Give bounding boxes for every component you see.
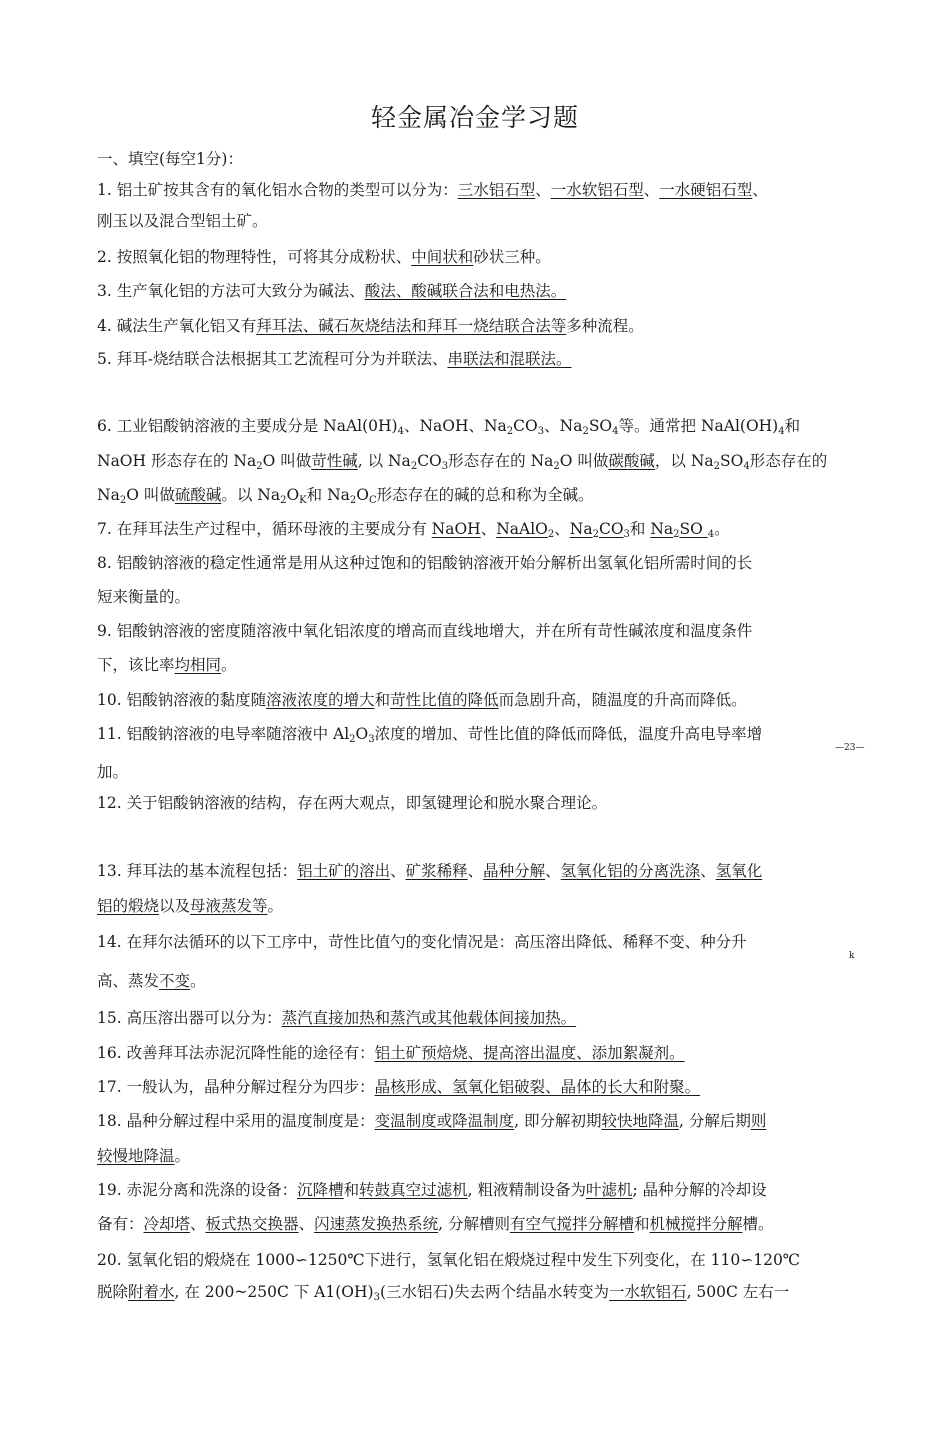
subscript: 2 [506, 426, 514, 437]
answer-blank: 机械搅拌分解 [649, 1215, 743, 1233]
text-line [97, 553, 859, 573]
text-line [97, 587, 859, 607]
answer-blank: Na [650, 520, 674, 538]
answer-blank: 苛性碱 [311, 452, 358, 470]
section-heading: 一、填空(每空1分)： [97, 150, 243, 168]
text-line [97, 724, 859, 744]
line-text: ，以 Na [654, 452, 714, 470]
line-text: 和 [343, 1181, 360, 1199]
text-line [97, 1282, 859, 1302]
line-text: O 叫做 [262, 452, 312, 470]
line-text: O 叫做 [559, 452, 609, 470]
text-line [97, 416, 859, 436]
answer-blank: 蒸汽直接加热和蒸汽或其他载体间接加热。 [281, 1009, 577, 1027]
text-line [97, 519, 859, 539]
answer-blank: 氢氧化 [715, 862, 763, 880]
line-text: 等。通常把 NaAl(OH) [618, 417, 779, 435]
text-line [97, 316, 859, 336]
answer-blank: 串联法和混联法。 [447, 350, 572, 368]
text-line [97, 1180, 859, 1200]
answer-blank: 苛性比值的降低 [390, 691, 499, 709]
line-text: 、 [190, 1215, 206, 1233]
subscript: 3 [537, 426, 545, 437]
text-line [97, 762, 859, 782]
answer-blank: 附着水 [128, 1283, 175, 1301]
answer-blank: CO [598, 520, 624, 538]
text-line [97, 932, 859, 952]
answer-blank: 铝土矿的溶出 [297, 862, 391, 880]
text-line [97, 1214, 859, 1234]
text-line [97, 1008, 859, 1028]
line-text: 8. 铝酸钠溶液的稳定性通常是用从这种过饱和的铝酸钠溶液开始分解析出氢氧化铝所需时间的长 [97, 554, 753, 572]
line-text: 。 [190, 972, 206, 990]
line-text: 4. 碱法生产氧化铝又有 [97, 317, 257, 335]
line-text: CO [417, 452, 442, 470]
subscript: 2 [547, 529, 555, 540]
answer-blank: 均相同 [174, 656, 222, 674]
answer-blank: 变温制度或降温制度 [374, 1112, 515, 1130]
line-text: 9. 铝酸钠溶液的密度随溶液中氧化铝浓度的增高而直线地增大，并在所有苛性碱浓度和温度条件 [97, 622, 753, 640]
subscript: 2 [280, 495, 287, 506]
line-text: (三水铝石)失去两个结晶水转变为 [379, 1283, 610, 1301]
line-text: , 在 200~250C 下 A1(OH) [174, 1283, 374, 1301]
line-text: 和 Na [306, 486, 350, 504]
text-line [97, 1111, 859, 1131]
text-line [97, 1043, 859, 1063]
line-text: 10. 铝酸钠溶液的黏度随 [97, 691, 267, 709]
text-line [97, 349, 859, 369]
line-text: 短来衡量的。 [97, 588, 191, 606]
text-line [97, 896, 859, 916]
line-text: 多种流程。 [566, 317, 644, 335]
subscript: 2 [119, 495, 127, 506]
line-text: O [286, 486, 300, 504]
line-text: 、 [535, 181, 551, 199]
subscript: 4 [778, 426, 785, 437]
line-text: 。 [714, 520, 730, 538]
line-text: SO [720, 452, 744, 470]
line-text: ; 晶种分解的冷却设 [632, 1181, 767, 1199]
line-text: , 分解槽则 [438, 1215, 510, 1233]
line-text: 18. 晶种分解过程中采用的温度制度是： [97, 1112, 375, 1130]
line-text: 15. 高压溶出器可以分为： [97, 1009, 282, 1027]
subscript: 4 [397, 426, 404, 437]
line-text: 砂状三种。 [473, 248, 551, 266]
answer-blank: 板式热交换器 [205, 1215, 299, 1233]
line-text: 20. 氢氧化铝的煅烧在 1000∽1250℃下进行，氢氧化铝在煅烧过程中发生下列变化，在 110∽120℃ [97, 1251, 801, 1269]
answer-blank: 一水软铝石 [609, 1283, 687, 1301]
subscript: 2 [256, 461, 263, 472]
line-text: , 以 Na [357, 452, 411, 470]
text-line [97, 1146, 859, 1166]
margin-mark: —23— [835, 743, 865, 753]
subscript: 2 [349, 734, 356, 745]
subscript: 2 [349, 495, 357, 506]
text-line [97, 690, 859, 710]
line-text: O 叫做 [126, 486, 175, 504]
answer-blank: 硫酸碱 [174, 486, 222, 504]
line-text: 、 [480, 520, 497, 538]
answer-blank: 母液蒸发等 [190, 897, 268, 915]
line-text: 、 [554, 520, 570, 538]
page-title: 轻金属冶金学习题 [370, 103, 579, 132]
answer-blank: 铝的煅烧 [97, 897, 160, 915]
answer-blank: 拜耳法、碱石灰烧结法和拜耳一烧结联合法等 [256, 317, 567, 335]
line-text: 、 [752, 181, 768, 199]
answer-blank: 冷却塔 [143, 1215, 191, 1233]
subscript: 3 [623, 529, 630, 540]
line-text: 高、蒸发 [97, 972, 160, 990]
text-line [97, 1077, 859, 1097]
answer-blank: 碳酸碱 [608, 452, 655, 470]
line-text: 、Na [544, 417, 583, 435]
subscript: 2 [553, 461, 560, 472]
text-line [97, 1250, 859, 1270]
text-line [97, 281, 859, 301]
line-text: 、NaOH、Na [403, 417, 507, 435]
line-text: Na [97, 486, 120, 504]
line-text: O [355, 725, 369, 743]
answer-blank: 溶液浓度的增大 [266, 691, 375, 709]
text-line [97, 451, 859, 471]
subscript: 3 [441, 461, 449, 472]
answer-blank: 中间状和 [411, 248, 474, 266]
answer-blank: Na [569, 520, 593, 538]
line-text: 浓度的增加、苛性比值的降低而降低，温度升高电导率增 [374, 725, 763, 743]
subscript: 2 [582, 426, 589, 437]
subscript: 4 [707, 529, 715, 540]
answer-blank: 晶种分解 [483, 862, 546, 880]
line-text: 19. 赤泥分离和洗涤的设备： [97, 1181, 298, 1199]
line-text: 。 [221, 656, 237, 674]
line-text: , 粗液精制设备为 [467, 1181, 586, 1199]
line-text: 6. 工业铝酸钠溶液的主要成分是 NaAl(0H) [97, 417, 398, 435]
answer-blank: 转鼓真空过滤机 [359, 1181, 468, 1199]
line-text: 、 [545, 862, 561, 880]
line-text: 脱除 [97, 1283, 129, 1301]
answer-blank: 一水硬铝石型 [659, 181, 753, 199]
answer-blank: 三水铝石型 [457, 181, 536, 199]
answer-blank: 闪速蒸发换热系统 [314, 1215, 439, 1233]
line-text: 和 [374, 691, 391, 709]
line-text: 和 [784, 417, 801, 435]
subscript: C [368, 495, 377, 506]
line-text: 。以 Na [221, 486, 281, 504]
subscript: 2 [673, 529, 680, 540]
line-text: 16. 改善拜耳法赤泥沉降性能的途径有： [97, 1044, 375, 1062]
line-text: 刚玉以及混合型铝土矿。 [97, 212, 268, 230]
text-line [97, 211, 859, 231]
subscript: 3 [373, 1292, 380, 1303]
answer-blank: SO [679, 520, 708, 538]
line-text: 3. 生产氧化铝的方法可大致分为碱法、 [97, 282, 365, 300]
answer-blank: 晶核形成、氢氧化铝破裂、晶体的长大和附聚。 [374, 1078, 701, 1096]
line-text: 。 [267, 897, 284, 915]
line-text: 11. 铝酸钠溶液的电导率随溶液中 Al [97, 725, 350, 743]
line-text: 形态存在的 Na [448, 452, 554, 470]
line-text: , 500C 左右一 [686, 1283, 790, 1301]
line-text: 7. 在拜耳法生产过程中，循环母液的主要成分有 [97, 520, 432, 538]
text-line [97, 485, 859, 505]
answer-blank: 铝土矿预焙烧、提高溶出温度、添加絮凝剂。 [374, 1044, 685, 1062]
text-line [97, 180, 859, 200]
line-text: 、 [467, 862, 484, 880]
subscript: 4 [612, 426, 619, 437]
text-line [97, 971, 859, 991]
line-text: 、 [298, 1215, 315, 1233]
subscript: 2 [713, 461, 721, 472]
answer-blank: 叶滤机 [585, 1181, 633, 1199]
answer-blank: 矿浆稀释 [405, 862, 468, 880]
line-text: 13. 拜耳法的基本流程包括： [97, 862, 298, 880]
line-text: CO [513, 417, 538, 435]
line-text: 17. 一般认为，晶种分解过程分为四步： [97, 1078, 375, 1096]
text-line [97, 793, 859, 813]
line-text: 以及 [159, 897, 191, 915]
text-line [97, 655, 859, 675]
line-text: NaOH 形态存在的 Na [97, 452, 257, 470]
answer-blank: 不变 [159, 972, 191, 990]
line-text: 加。 [97, 763, 129, 781]
answer-blank: NaOH [431, 520, 481, 538]
line-text: 、 [643, 181, 660, 199]
line-text: 2. 按照氧化铝的物理特性，可将其分成粉状、 [97, 248, 412, 266]
answer-blank: NaAlO [496, 520, 548, 538]
margin-mark: k [849, 951, 855, 961]
line-text: O [356, 486, 369, 504]
answer-blank: 氢氧化铝的分离洗涤 [560, 862, 701, 880]
line-text: , 即分解初期 [514, 1112, 602, 1130]
line-text: 槽。 [742, 1215, 774, 1233]
line-text: 下，该比率 [97, 656, 175, 674]
line-text: 14. 在拜尔法循环的以下工序中，苛性比值勺的变化情况是：高压溶出降低、稀释不变、种分升 [97, 933, 747, 951]
line-text: 。 [174, 1147, 191, 1165]
text-line [97, 621, 859, 641]
text-line [97, 247, 859, 267]
line-text: 、 [700, 862, 716, 880]
answer-blank: 较慢地降温 [97, 1147, 175, 1165]
answer-blank: 有空气搅拌分解槽 [509, 1215, 634, 1233]
subscript: 2 [592, 529, 599, 540]
line-text: SO [588, 417, 613, 435]
line-text: 和 [633, 1215, 650, 1233]
line-text: 5. 拜耳-烧结联合法根据其工艺流程可分为并联法、 [97, 350, 448, 368]
answer-blank: 较快地降温 [601, 1112, 679, 1130]
line-text: 1. 铝土矿按其含有的氧化铝水合物的类型可以分为： [97, 181, 458, 199]
line-text: 形态存在的 [749, 452, 828, 470]
line-text: 和 [629, 520, 651, 538]
line-text: 备有： [97, 1215, 144, 1233]
line-text: 形态存在的碱的总和称为全碱。 [376, 486, 594, 504]
subscript: 2 [410, 461, 418, 472]
answer-blank: 沉降槽 [297, 1181, 344, 1199]
line-text: 而急剧升高，随温度的升高而降低。 [498, 691, 747, 709]
answer-blank: 一水软铝石型 [550, 181, 644, 199]
answer-blank: 则 [750, 1112, 767, 1130]
line-text: , 分解后期 [678, 1112, 751, 1130]
answer-blank: 酸法、酸碱联合法和电热法。 [364, 282, 567, 300]
line-text: 、 [390, 862, 406, 880]
subscript: K [299, 495, 307, 506]
text-line [97, 861, 859, 881]
subscript: 3 [368, 734, 375, 745]
line-text: 12. 关于铝酸钠溶液的结构，存在两大观点，即氢键理论和脱水聚合理论。 [97, 794, 608, 812]
subscript: 4 [743, 461, 750, 472]
